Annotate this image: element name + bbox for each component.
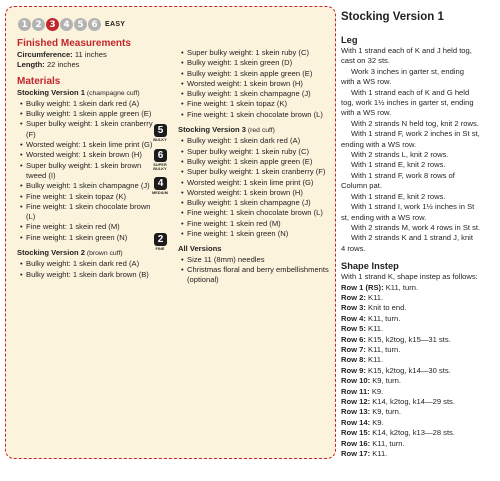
- skill-level-4: 4: [60, 18, 73, 31]
- instep-row: [341, 303, 499, 313]
- material-item: • Worsted weight: 1 skein brown (H): [17, 150, 153, 160]
- leg-line: With 2 strands K and 1 strand J, knit: [351, 233, 473, 243]
- yarn-weight-5-label: BULKY: [153, 138, 167, 142]
- instep-row-label: Row 7:: [341, 344, 366, 354]
- instep-row-label: Row 16:: [341, 438, 371, 448]
- skill-level: [18, 18, 125, 31]
- leg-line: With 2 strands M, work 4 rows in St st.: [351, 222, 481, 232]
- leg-line: Column pat.: [341, 181, 382, 191]
- finished-heading: Finished Measurements: [17, 38, 131, 49]
- leg-line: With 1 strand I, work 1½ inches in St: [351, 202, 475, 212]
- material-item: • Fine weight: 1 skein topaz (K): [17, 192, 153, 202]
- skill-label: EASY: [105, 21, 126, 28]
- leg-line: Work 3 inches in garter st, ending: [351, 66, 464, 76]
- instep-row-label: Row 8:: [341, 355, 366, 365]
- instep-row-text: K11, turn.: [365, 313, 401, 323]
- instep-row: [341, 428, 499, 438]
- material-item: • Fine weight: 1 skein red (M): [178, 219, 335, 229]
- instep-row-label: Row 6:: [341, 334, 366, 344]
- material-item: • Bulky weight: 1 skein dark red (A): [17, 259, 179, 269]
- instep-row: [341, 355, 499, 365]
- material-item: • Bulky weight: 1 skein dark red (A): [178, 136, 335, 146]
- circumference: Circumference: 11 inches: [17, 50, 107, 59]
- leg-line: with a WS row.: [341, 77, 392, 87]
- instep-row-label: Row 2:: [341, 292, 366, 302]
- instep-row-text: K11.: [365, 292, 384, 302]
- instep-row-text: K9.: [369, 386, 384, 396]
- material-item: • Super bulky weight: 1 skein brown tweed (I): [17, 161, 153, 182]
- leg-line: With 1 strand each of K and J held tog,: [341, 46, 472, 55]
- material-item: • Bulky weight: 1 skein champagne (J): [17, 181, 153, 191]
- leg-line: cast on 32 sts.: [341, 56, 390, 66]
- instep-row-label: Row 15:: [341, 428, 371, 438]
- leg-line: 4 rows.: [341, 243, 366, 253]
- skill-level-1: 1: [18, 18, 31, 31]
- material-item: • Christmas floral and berry embellishments (optional): [178, 265, 335, 286]
- material-item: • Bulky weight: 1 skein dark red (A): [17, 99, 153, 109]
- instep-row: [341, 397, 499, 407]
- yarn-weight-6-icon: 6: [154, 149, 167, 162]
- instep-row-text: K14, k2tog, k14—29 sts.: [370, 397, 455, 406]
- leg-line: With 1 strand each of K and G held: [351, 87, 470, 97]
- leg-line: With 1 strand F, work 2 inches in St st,: [351, 129, 480, 139]
- length: Length: 22 inches: [17, 60, 80, 70]
- instep-row-text: K15, k2tog, k15—31 sts.: [365, 334, 451, 344]
- material-item: • Super bulky weight: 1 skein ruby (C): [178, 147, 335, 157]
- skill-level-6: 6: [88, 18, 101, 31]
- skill-level-5: 5: [74, 18, 87, 31]
- instep-row-label: Row 9:: [341, 365, 366, 375]
- instep-row-label: Row 17:: [341, 449, 371, 459]
- material-item: • Super bulky weight: 1 skein cranberry (F): [178, 167, 335, 177]
- instep-row-label: Row 10:: [341, 376, 371, 386]
- instep-row: [341, 314, 499, 324]
- material-item: • Super bulky weight: 1 skein ruby (C): [178, 48, 335, 58]
- material-item: • Fine weight: 1 skein chocolate brown (L): [17, 202, 153, 223]
- leg-line: With 1 strand E, knit 2 rows.: [351, 160, 446, 170]
- leg-line: With 2 strands N held tog, knit 2 rows.: [351, 118, 479, 128]
- stocking-section: [341, 10, 499, 459]
- instep-row-text: K11.: [365, 355, 384, 365]
- instep-row: [341, 418, 499, 428]
- leg-line: tog, work 1½ inches in garter st, ending: [341, 98, 474, 108]
- instep-row-label: Row 1 (RS):: [341, 282, 384, 292]
- instep-row: [341, 345, 499, 355]
- instep-row-label: Row 14:: [341, 417, 371, 427]
- instep-row-label: Row 12:: [341, 397, 371, 406]
- instep-row: [341, 335, 499, 345]
- version1-title: Stocking Version 1 (champagne cuff): [17, 87, 140, 97]
- instep-row: [341, 293, 499, 303]
- material-item: • Bulky weight: 1 skein green (D): [178, 58, 335, 68]
- version2-list: [17, 259, 179, 280]
- leg-line: With 2 strands L, knit 2 rows.: [351, 150, 449, 160]
- yarn-weight-4-icon: 4: [154, 177, 167, 190]
- leg-line: With 1 strand E, knit 2 rows.: [351, 191, 446, 201]
- all-versions-list: [178, 255, 335, 286]
- material-item: • Bulky weight: 1 skein dark brown (B): [17, 270, 179, 280]
- all-versions-title: All Versions: [178, 244, 222, 254]
- material-item: • Fine weight: 1 skein red (M): [17, 222, 153, 232]
- material-item: • Fine weight: 1 skein green (N): [17, 233, 153, 243]
- leg-line: ending with a WS row.: [341, 139, 417, 149]
- stocking-title: Stocking Version 1: [341, 11, 444, 23]
- skill-level-3: 3: [46, 18, 59, 31]
- yarn-weight-4-label: MEDIUM: [152, 191, 168, 195]
- instep-row-text: K11, turn.: [383, 282, 419, 292]
- leg-line: st, ending with a WS row.: [341, 212, 427, 222]
- version3-list: [178, 136, 335, 239]
- instep-row-text: K9, turn.: [370, 407, 401, 417]
- yarn-weight-2-icon: 2: [154, 233, 167, 246]
- material-item: • Worsted weight: 1 skein brown (H): [178, 79, 335, 89]
- leg-instructions: [341, 46, 499, 254]
- instep-row-text: K9, turn.: [370, 376, 401, 386]
- instep-heading: Shape Instep: [341, 261, 399, 272]
- instep-row: [341, 376, 499, 386]
- leg-line: with a WS row.: [341, 108, 392, 118]
- instep-row-text: K11, turn.: [370, 438, 405, 448]
- instep-row-text: Knit to end.: [365, 303, 407, 313]
- instep-row-text: K15, k2tog, k14—30 sts.: [365, 365, 451, 375]
- instep-row: [341, 407, 499, 417]
- materials-heading: Materials: [17, 75, 61, 87]
- instep-row-text: K11.: [365, 324, 384, 334]
- instep-row: [341, 366, 499, 376]
- yarn-weight-2-label: FINE: [155, 247, 165, 251]
- material-item: • Worsted weight: 1 skein lime print (G): [178, 178, 335, 188]
- material-item: • Fine weight: 1 skein chocolate brown (L): [178, 208, 335, 218]
- instep-rows: [341, 283, 499, 460]
- instep-row-text: K11.: [370, 449, 388, 459]
- instep-row: [341, 449, 499, 459]
- instep-row-text: K11, turn.: [365, 344, 401, 354]
- yarn-weight-6-label: SUPER BULKY: [153, 163, 167, 171]
- leg-line: With 1 strand F, work 8 rows of: [351, 170, 455, 180]
- material-item: • Bulky weight: 1 skein apple green (E): [178, 69, 335, 79]
- instep-row-label: Row 4:: [341, 313, 366, 323]
- version2-list-continued: [178, 48, 335, 120]
- instep-intro: With 1 strand K, shape instep as follows:: [341, 272, 478, 282]
- material-item: • Bulky weight: 1 skein apple green (E): [178, 157, 335, 167]
- skill-level-2: 2: [32, 18, 45, 31]
- instep-row-text: K14, k2tog, k13—28 sts.: [370, 428, 455, 438]
- version2-title: Stocking Version 2 (brown cuff): [17, 248, 123, 258]
- material-item: • Super bulky weight: 1 skein cranberry (F): [17, 119, 153, 140]
- material-item: • Fine weight: 1 skein chocolate brown (L): [178, 110, 335, 120]
- instep-row-label: Row 11:: [341, 386, 370, 396]
- instep-row-label: Row 3:: [341, 303, 366, 313]
- instep-row: [341, 324, 499, 334]
- material-item: • Size 11 (8mm) needles: [178, 255, 335, 265]
- instep-row-label: Row 13:: [341, 407, 371, 417]
- materials-right-column: [178, 48, 335, 286]
- material-item: • Bulky weight: 1 skein champagne (J): [178, 198, 335, 208]
- instep-row: [341, 439, 499, 449]
- instep-row: [341, 387, 499, 397]
- instep-row: [341, 283, 499, 293]
- material-item: • Worsted weight: 1 skein brown (H): [178, 188, 335, 198]
- material-item: • Worsted weight: 1 skein lime print (G): [17, 140, 153, 150]
- material-item: • Bulky weight: 1 skein apple green (E): [17, 109, 153, 119]
- material-item: • Fine weight: 1 skein topaz (K): [178, 99, 335, 109]
- leg-heading: Leg: [341, 35, 358, 45]
- yarn-weight-5-icon: 5: [154, 124, 167, 137]
- instep-row-text: K9.: [370, 417, 384, 427]
- instep-row-label: Row 5:: [341, 324, 366, 334]
- materials-box: [5, 6, 336, 459]
- version3-title: Stocking Version 3 (red cuff): [178, 125, 275, 135]
- material-item: • Fine weight: 1 skein green (N): [178, 229, 335, 239]
- material-item: • Bulky weight: 1 skein champagne (J): [178, 89, 335, 99]
